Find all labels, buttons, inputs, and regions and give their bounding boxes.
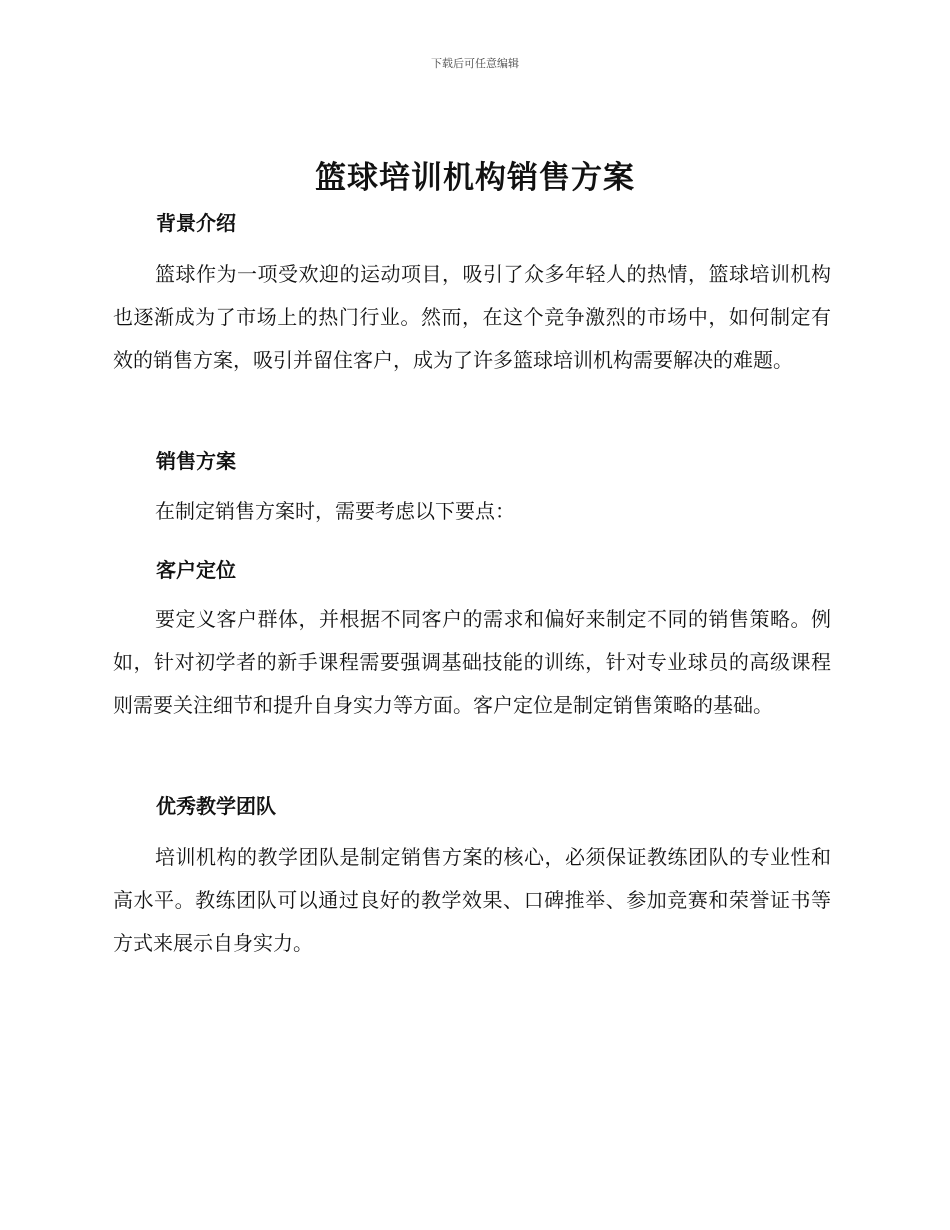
- section-paragraph-customer-positioning: 要定义客户群体，并根据不同客户的需求和偏好来制定不同的销售策略。例如，针对初学者的新手课程需要强调基础技能的训练，针对专业球员的高级课程则需要关注细节和提升自身实力等方面。客户定位是制定销售策略的基础。: [113, 607, 831, 717]
- document-title: 篮球培训机构销售方案: [315, 160, 635, 196]
- section-heading-sales-plan: 销售方案: [156, 449, 236, 473]
- section-heading-teaching-team: 优秀教学团队: [156, 794, 276, 818]
- section-paragraph-background: 篮球作为一项受欢迎的运动项目，吸引了众多年轻人的热情，篮球培训机构也逐渐成为了市场上的热门行业。然而，在这个竞争激烈的市场中，如何制定有效的销售方案，吸引并留住客户，成为了许多篮球培训机构需要解决的难题。: [113, 262, 831, 372]
- section-paragraph-teaching-team: 培训机构的教学团队是制定销售方案的核心，必须保证教练团队的专业性和高水平。教练团队可以通过良好的教学效果、口碑推举、参加竞赛和荣誉证书等方式来展示自身实力。: [113, 845, 831, 955]
- header-note: 下载后可任意编辑: [431, 57, 519, 70]
- section-heading-background: 背景介绍: [156, 211, 236, 235]
- section-paragraph-sales-plan: 在制定销售方案时，需要考虑以下要点：: [155, 499, 515, 523]
- section-heading-customer-positioning: 客户定位: [156, 558, 236, 582]
